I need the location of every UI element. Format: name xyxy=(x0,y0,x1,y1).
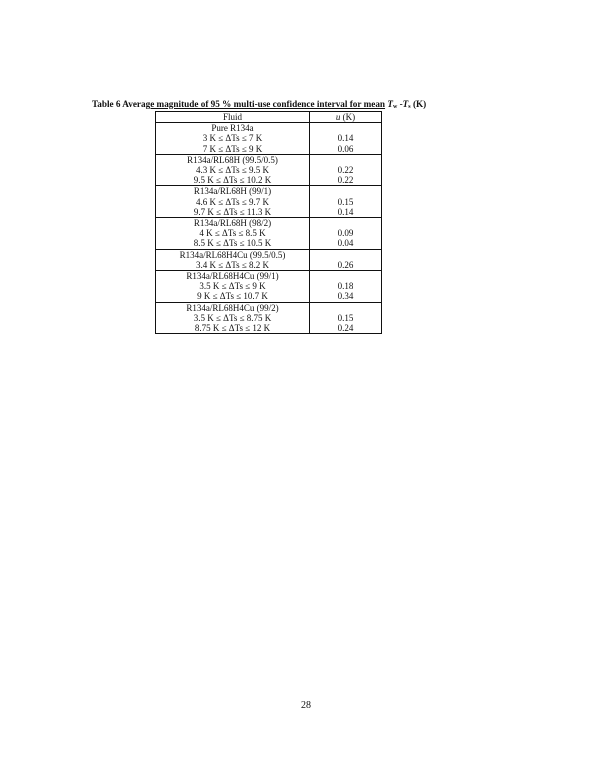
range-cell: 8.75 K ≤ ΔTs ≤ 12 K xyxy=(156,323,310,334)
page-number: 28 xyxy=(301,700,311,711)
group-3 xyxy=(156,218,382,250)
range-cell: 4.3 K ≤ ΔTs ≤ 9.5 K xyxy=(156,165,310,175)
group-name-row xyxy=(156,218,382,229)
caption-var-t-sat: T xyxy=(402,99,409,109)
range-cell: 4.6 K ≤ ΔTs ≤ 9.7 K xyxy=(156,197,310,207)
group-name-row xyxy=(156,186,382,197)
table-header-row xyxy=(156,112,382,123)
group-name-row xyxy=(156,271,382,282)
range-cell: 7 K ≤ ΔTs ≤ 9 K xyxy=(156,144,310,155)
group-1 xyxy=(156,154,382,186)
table-row xyxy=(156,165,382,175)
u-cell: 0.34 xyxy=(310,291,382,302)
group-4 xyxy=(156,249,382,270)
range-cell: 9.7 K ≤ ΔTs ≤ 11.3 K xyxy=(156,207,310,218)
group-name-row xyxy=(156,249,382,260)
header-uncertainty xyxy=(310,112,382,123)
range-cell: 9.5 K ≤ ΔTs ≤ 10.2 K xyxy=(156,175,310,186)
group-name: R134a/RL68H (98/2) xyxy=(156,218,310,229)
caption-var-t-wall: T xyxy=(387,99,393,109)
range-cell: 3.5 K ≤ ΔTs ≤ 8.75 K xyxy=(156,313,310,323)
table-row xyxy=(156,197,382,207)
group-name: R134a/RL68H4Cu (99/2) xyxy=(156,302,310,313)
u-cell: 0.22 xyxy=(310,165,382,175)
group-name-row xyxy=(156,154,382,165)
caption-sub-w: w xyxy=(392,104,398,110)
u-cell: 0.09 xyxy=(310,228,382,238)
u-cell: 0.06 xyxy=(310,144,382,155)
group-name-row xyxy=(156,123,382,134)
table-row xyxy=(156,175,382,186)
range-cell: 3.4 K ≤ ΔTs ≤ 8.2 K xyxy=(156,260,310,271)
table-row xyxy=(156,144,382,155)
table-row xyxy=(156,133,382,143)
header-u-var: u xyxy=(335,112,341,122)
group-name: R134a/RL68H (99.5/0.5) xyxy=(156,154,310,165)
table-row xyxy=(156,291,382,302)
u-cell: 0.04 xyxy=(310,238,382,249)
caption-prefix: Table 6 Avera xyxy=(92,99,146,109)
group-name: R134a/RL68H4Cu (99.5/0.5) xyxy=(156,249,310,260)
caption-dash: - xyxy=(397,99,403,109)
caption-unit: (K) xyxy=(410,99,427,109)
table-row xyxy=(156,281,382,291)
u-cell: 0.15 xyxy=(310,197,382,207)
table-row xyxy=(156,207,382,218)
range-cell: 8.5 K ≤ ΔTs ≤ 10.5 K xyxy=(156,238,310,249)
group-name-row xyxy=(156,302,382,313)
table-row xyxy=(156,260,382,271)
uncertainty-table xyxy=(155,111,382,334)
group-2 xyxy=(156,186,382,218)
group-name: R134a/RL68H4Cu (99/1) xyxy=(156,271,310,282)
u-cell: 0.26 xyxy=(310,260,382,271)
group-0 xyxy=(156,123,382,155)
table-row xyxy=(156,228,382,238)
u-cell: 0.22 xyxy=(310,175,382,186)
caption-underlined-text: ge magnitude of 95 % multi-use confidence interval for mean xyxy=(145,99,386,109)
header-u-unit: (K) xyxy=(340,112,356,122)
range-cell: 4 K ≤ ΔTs ≤ 8.5 K xyxy=(156,228,310,238)
u-cell: 0.15 xyxy=(310,313,382,323)
range-cell: 3.5 K ≤ ΔTs ≤ 9 K xyxy=(156,281,310,291)
group-6 xyxy=(156,302,382,334)
u-cell: 0.18 xyxy=(310,281,382,291)
group-name: Pure R134a xyxy=(156,123,310,134)
u-cell: 0.14 xyxy=(310,207,382,218)
range-cell: 3 K ≤ ΔTs ≤ 7 K xyxy=(156,133,310,143)
header-fluid: Fluid xyxy=(156,112,310,123)
range-cell: 9 K ≤ ΔTs ≤ 10.7 K xyxy=(156,291,310,302)
group-name: R134a/RL68H (99/1) xyxy=(156,186,310,197)
group-5 xyxy=(156,271,382,303)
u-cell: 0.24 xyxy=(310,323,382,334)
table-row xyxy=(156,238,382,249)
caption-sub-s: s xyxy=(408,104,411,110)
table-row xyxy=(156,313,382,323)
table-row xyxy=(156,323,382,334)
table-caption xyxy=(92,99,532,110)
u-cell: 0.14 xyxy=(310,133,382,143)
